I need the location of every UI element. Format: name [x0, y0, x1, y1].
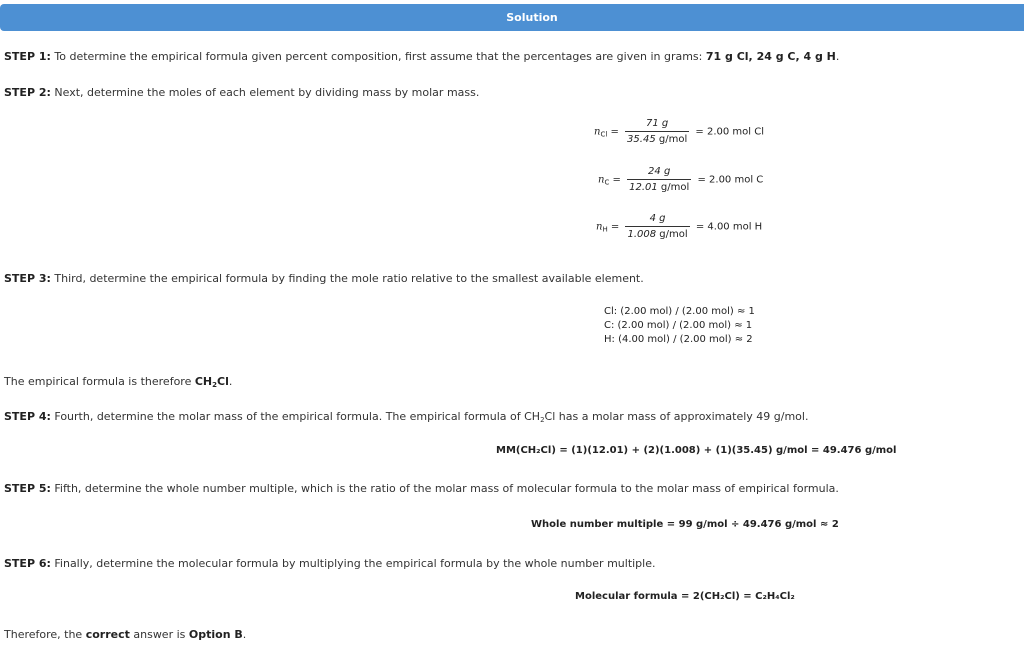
step-4-label: STEP 4: — [4, 410, 51, 423]
moles-c-equation: $n_C$ = $\frac{24 g}{\text{12.01 g/mol}}$ = 2.00 mol C — [598, 166, 764, 193]
empirical-formula-line — [4, 375, 232, 389]
molecular-formula-equation: Molecular formula = 2(CH₂Cl) = C₂H₄Cl₂ — [575, 591, 795, 602]
moles-c-numerator: 24 g — [648, 166, 671, 177]
moles-c-subscript: C — [604, 178, 610, 187]
ratio-h: H: (4.00 mol) / (2.00 mol) ≈ 2 — [604, 334, 753, 345]
moles-c-result: = 2.00 mol C — [697, 174, 764, 186]
step-3-label: STEP 3: — [4, 272, 51, 285]
moles-cl-den-value: 35.45 — [627, 134, 656, 145]
moles-c-symbol: n — [598, 174, 605, 186]
moles-h-den-unit: g/mol — [656, 229, 688, 240]
step-3 — [4, 272, 644, 285]
solution-title: Solution — [506, 11, 558, 24]
step-4 — [4, 410, 808, 424]
step-1-text: To determine the empirical formula given percent composition, first assume that the percentages are given in grams: — [50, 50, 706, 63]
step-1 — [4, 50, 839, 63]
ratio-cl: Cl: (2.00 mol) / (2.00 mol) ≈ 1 — [604, 306, 755, 317]
step-5-text: Fifth, determine the whole number multiple, which is the ratio of the molar mass of molecular formula to the molar mass of empirical formula. — [50, 482, 839, 495]
step-3-text: Third, determine the empirical formula by finding the mole ratio relative to the smallest available element. — [50, 272, 644, 285]
moles-cl-result: = 2.00 mol Cl — [695, 126, 765, 138]
step-1-label: STEP 1: — [4, 50, 51, 63]
empirical-text: The empirical formula is therefore — [4, 375, 195, 388]
moles-h-denominator — [625, 226, 689, 240]
step-5 — [4, 482, 839, 495]
moles-cl-denominator — [625, 131, 689, 145]
step-2-label: STEP 2: — [4, 86, 51, 99]
moles-c-den-unit: g/mol — [657, 182, 690, 193]
ratio-c: C: (2.00 mol) / (2.00 mol) ≈ 1 — [604, 320, 753, 331]
step-6-text: Finally, determine the molecular formula by multiplying the empirical formula by the whole number multiple. — [50, 557, 656, 570]
step-6-label: STEP 6: — [4, 557, 51, 570]
conclusion-option: Option B — [188, 628, 243, 641]
step-5-label: STEP 5: — [4, 482, 51, 495]
whole-number-multiple-equation: Whole number multiple = 99 g/mol ÷ 49.476 g/mol ≈ 2 — [531, 519, 839, 530]
solution-header — [0, 4, 1024, 31]
moles-cl-subscript: Cl — [600, 130, 608, 139]
step-1-values: 71 g Cl, 24 g C, 4 g H — [705, 50, 836, 63]
conclusion-text-b: answer is — [129, 628, 189, 641]
step-4-text-b: Cl has a molar mass of approximately 49 g/mol. — [544, 410, 809, 423]
conclusion — [4, 628, 246, 641]
empirical-formula-sub: 2 — [212, 381, 217, 389]
empirical-formula — [195, 375, 229, 388]
moles-cl-fraction — [625, 118, 689, 145]
step-2-text: Next, determine the moles of each element by dividing mass by molar mass. — [50, 86, 480, 99]
moles-h-symbol: n — [596, 221, 603, 233]
empirical-formula-b: Cl — [217, 375, 229, 388]
moles-h-fraction — [625, 213, 689, 240]
conclusion-text-a: Therefore, the — [4, 628, 86, 641]
moles-h-equation: $n_H$ = $\frac{4 g}{\text{1.008 g/mol}}$ = 4.00 mol H — [596, 213, 763, 240]
conclusion-correct: correct — [85, 628, 130, 641]
moles-h-numerator: 4 g — [649, 213, 666, 224]
step-1-end: . — [835, 50, 840, 63]
empirical-end: . — [228, 375, 233, 388]
empirical-formula-a: CH — [194, 375, 213, 388]
moles-c-den-value: 12.01 — [629, 182, 658, 193]
moles-cl-den-unit: g/mol — [655, 134, 688, 145]
moles-cl-numerator: 71 g — [646, 118, 669, 129]
step-4-sub: 2 — [540, 416, 545, 424]
moles-c-fraction — [627, 166, 691, 193]
moles-h-result: = 4.00 mol H — [695, 221, 763, 233]
moles-c-denominator — [627, 179, 691, 193]
step-2 — [4, 86, 479, 99]
moles-h-den-value: 1.008 — [627, 229, 657, 240]
moles-cl-equation: $n_{Cl}$ = $\frac{71 g}{\text{35.45 g/mol}}$ = 2.00 mol Cl — [594, 118, 765, 145]
molar-mass-equation: MM(CH₂Cl) = (1)(12.01) + (2)(1.008) + (1)(35.45) g/mol = 49.476 g/mol — [496, 445, 897, 456]
step-4-text-a: Fourth, determine the molar mass of the empirical formula. The empirical formula of CH — [50, 410, 541, 423]
conclusion-end: . — [242, 628, 247, 641]
step-6 — [4, 557, 656, 570]
moles-cl-symbol: n — [594, 126, 601, 138]
moles-h-subscript: H — [602, 225, 608, 234]
mole-ratios — [604, 305, 755, 347]
